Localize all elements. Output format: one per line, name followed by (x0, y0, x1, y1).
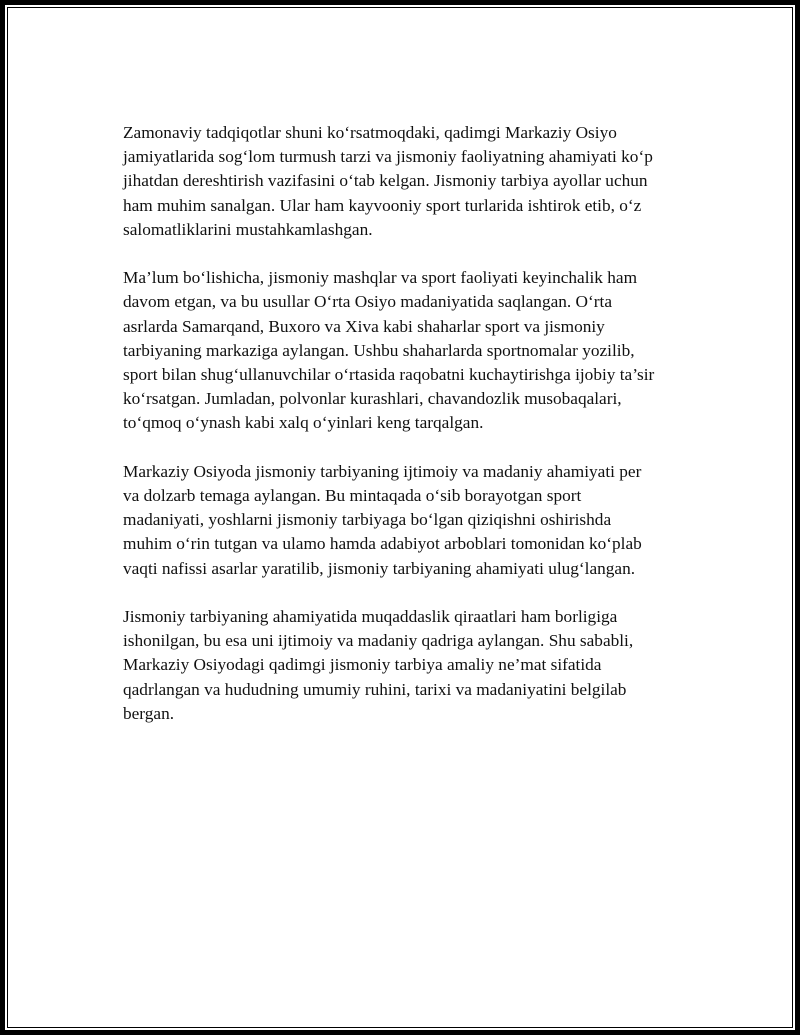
text-line: qadrlangan va hududning umumiy ruhini, tarixi va madaniyatini belgilab (123, 679, 627, 699)
text-line: sport bilan shug‘ullanuvchilar o‘rtasida raqobatni kuchaytirishga ijobiy ta’sir (123, 365, 655, 385)
text-line: Zamonaviy tadqiqotlar shuni ko‘rsatmoqdaki, qadimgi Markaziy Osiyo (123, 123, 617, 142)
document-body (123, 121, 703, 750)
text-line: jihatdan dereshtirish vazifasini o‘tab kelgan. Jismoniy tarbiya ayollar uchun (123, 171, 648, 191)
text-line: Markaziy Osiyodagi qadimgi jismoniy tarbiya amaliy ne’mat sifatida (123, 655, 602, 675)
text-line: asrlarda Samarqand, Buxoro va Xiva kabi shaharlar sport va jismoniy (123, 316, 605, 336)
text-line: ko‘rsatgan. Jumladan, polvonlar kurashlari, chavandozlik musobaqalari, (123, 389, 622, 409)
text-line: Ma’lum bo‘lishicha, jismoniy mashqlar va sport faoliyati keyinchalik ham (123, 268, 638, 288)
text-line: to‘qmoq o‘ynash kabi xalq o‘yinlari keng tarqalgan. (123, 413, 484, 433)
paragraph-1 (123, 121, 703, 242)
text-line: davom etgan, va bu usullar O‘rta Osiyo madaniyatida saqlangan. O‘rta (123, 292, 613, 312)
text-line: va dolzarb temaga aylangan. Bu mintaqada o‘sib borayotgan sport (123, 486, 582, 506)
text-line: tarbiyaning markaziga aylangan. Ushbu shaharlarda sportnomalar yozilib, (123, 340, 635, 360)
text-line: madaniyati, yoshlarni jismoniy tarbiyaga bo‘lgan qiziqishni oshirishda (123, 510, 612, 530)
text-line: ham muhim sanalgan. Ular ham kayvooniy sport turlarida ishtirok etib, o‘z (123, 195, 642, 215)
text-line: muhim o‘rin tutgan va ulamo hamda adabiyot arboblari tomonidan ko‘plab (123, 534, 642, 554)
paragraph-4 (123, 605, 703, 726)
text-line: vaqti nafissi asarlar yaratilib, jismoniy tarbiyaning ahamiyati ulug‘langan. (123, 558, 636, 578)
text-line: Jismoniy tarbiyaning ahamiyatida muqaddaslik qiraatlari ham borligiga (123, 607, 618, 627)
text-line: jamiyatlarida sog‘lom turmush tarzi va jismoniy faoliyatning ahamiyati ko‘p (123, 147, 653, 167)
text-line: ishonilgan, bu esa uni ijtimoiy va madaniy qadriga aylangan. Shu sababli, (123, 631, 634, 651)
text-line: bergan. (123, 703, 175, 723)
paragraph-2 (123, 266, 703, 435)
text-line: salomatliklarini mustahkamlashgan. (123, 219, 373, 239)
paragraph-3 (123, 460, 703, 581)
text-line: Markaziy Osiyoda jismoniy tarbiyaning ijtimoiy va madaniy ahamiyati per (123, 461, 642, 481)
